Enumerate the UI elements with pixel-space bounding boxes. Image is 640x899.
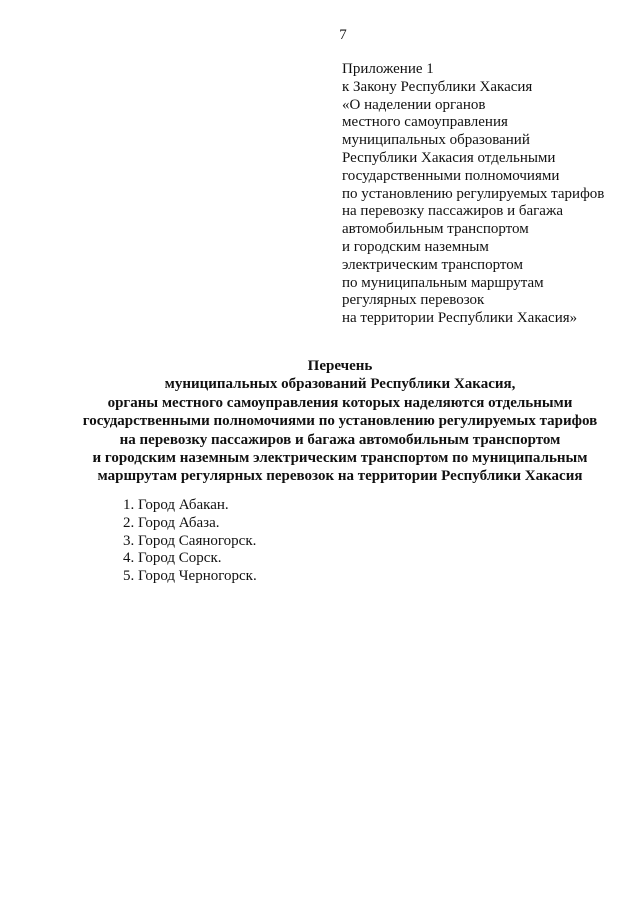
appendix-line: регулярных перевозок	[342, 292, 485, 309]
list-item: 2. Город Абаза.	[123, 514, 220, 531]
list-item: 3. Город Саяногорск.	[123, 532, 257, 549]
appendix-line: к Закону Республики Хакасия	[342, 78, 533, 95]
appendix-line: местного самоуправления	[342, 114, 508, 131]
heading-line: органы местного самоуправления которых наделяются отдельными	[107, 394, 573, 411]
appendix-line: Республики Хакасия отдельными	[342, 149, 556, 166]
appendix-line: государственными полномочиями	[342, 167, 560, 184]
appendix-line: по муниципальным маршрутам	[342, 274, 544, 291]
appendix-line: на территории Республики Хакасия»	[342, 310, 578, 327]
heading-line: маршрутам регулярных перевозок на территории Республики Хакасия	[97, 468, 583, 485]
list-item: 5. Город Черногорск.	[123, 568, 257, 585]
appendix-line: Приложение 1	[342, 61, 434, 77]
list-item: 4. Город Сорск.	[123, 550, 222, 567]
heading-title: Перечень	[307, 358, 373, 374]
appendix-line: муниципальных образований	[342, 132, 530, 149]
appendix-line: и городским наземным	[342, 238, 489, 255]
appendix-line: по установлению регулируемых тарифов	[342, 185, 605, 202]
heading-line: на перевозку пассажиров и багажа автомобильным транспортом	[119, 431, 561, 448]
appendix-line: «О наделении органов	[342, 96, 486, 113]
appendix-line: на перевозку пассажиров и багажа	[342, 203, 563, 220]
appendix-reference-block	[342, 61, 632, 328]
heading-line: муниципальных образований Республики Хакасия,	[164, 376, 516, 393]
heading-line: и городским наземным электрическим транспортом по муниципальным	[92, 450, 588, 467]
municipal-entity-list	[123, 497, 423, 586]
document-heading	[40, 357, 640, 486]
appendix-line: автомобильным транспортом	[342, 221, 529, 238]
heading-line: государственными полномочиями по установлению регулируемых тарифов	[82, 413, 598, 430]
page-number: 7	[339, 27, 347, 43]
list-item: 1. Город Абакан.	[123, 497, 229, 513]
appendix-line: электрическим транспортом	[342, 256, 523, 273]
